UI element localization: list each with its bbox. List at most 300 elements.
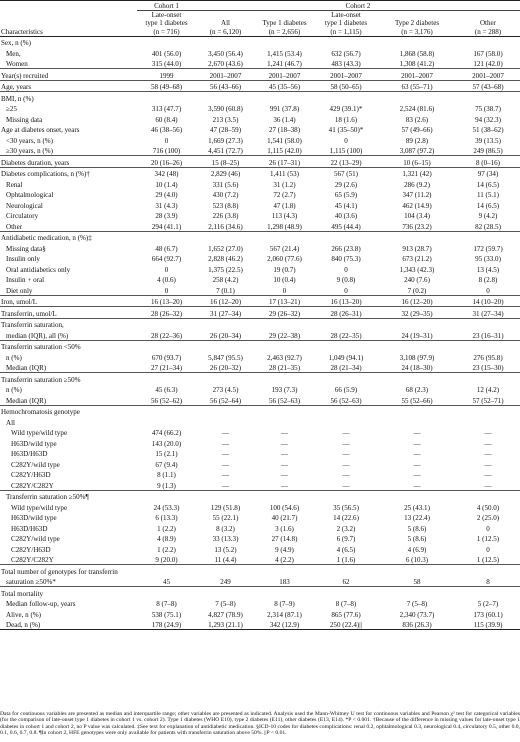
characteristics-header: Characteristics [0, 27, 137, 36]
cell-col5: 104 (3.4) [404, 212, 430, 221]
cell-col6 [456, 587, 520, 598]
table-row [0, 512, 520, 523]
cell-col1: 45 [162, 578, 171, 587]
cell-col6: 23 (15–30) [472, 364, 504, 373]
cell-col1 [137, 490, 196, 501]
cell-col1: 315 (44.0) [151, 60, 182, 69]
row-label: Dead, n (%) [0, 619, 137, 630]
cell-col5: 1,343 (42.3) [399, 265, 435, 274]
cell-col3: 2,060 (77.6) [267, 255, 302, 264]
row-label: Diabetes duration, years [0, 156, 137, 168]
cell-col5: 25 (43.1) [404, 503, 430, 512]
cell-col6 [456, 340, 520, 351]
cell-col6: 57 (43–68) [456, 80, 520, 92]
cell-col3: — [280, 460, 289, 469]
cell-col1: 4 (0.6) [157, 276, 176, 285]
cell-col5: 736 (23.2) [402, 222, 432, 231]
cell-col1: 716 (100) [152, 147, 181, 156]
cell-col2: 523 (8.8) [212, 201, 239, 210]
cell-col4: — [342, 481, 350, 490]
cell-col4: 29 (2.6) [334, 180, 358, 189]
table-row [0, 253, 520, 264]
row-label: Insulin + oral [6, 276, 45, 285]
cell-col3: 100 (54.6) [269, 503, 300, 512]
table-row [0, 80, 520, 92]
cell-col2: 1,293 (21.1) [196, 619, 255, 630]
table-row [0, 199, 520, 210]
cell-col4: 28 (21–34) [330, 364, 362, 373]
cell-col1: 56 (52–62) [150, 396, 183, 405]
cell-col6: 2 (25.0) [476, 514, 500, 523]
row-label: Renal [6, 180, 23, 189]
table-body [0, 36, 520, 630]
cell-col3: 10 (0.4) [273, 276, 296, 285]
cell-col3: 3 (1.6) [275, 524, 294, 533]
cell-col2: 13 (5.2) [214, 545, 237, 554]
cell-col6: 0 [486, 524, 490, 533]
cell-col2: 4,451 (72.7) [208, 147, 243, 156]
cell-col3: 27 (14.8) [271, 535, 298, 544]
row-label: Total mortality [0, 587, 137, 598]
cell-col6 [456, 565, 520, 576]
cell-col6: 1 (12.5) [476, 535, 500, 544]
row-label: Transferrin saturation ≥50%¶ [0, 490, 137, 501]
cell-col4: 0 [344, 136, 348, 145]
cell-col4: 1,115 (100) [329, 147, 363, 156]
table-row [0, 448, 520, 459]
cell-col5: 6 (10.3) [405, 556, 429, 565]
row-label: Diabetes complications, n (%)† [0, 167, 137, 178]
cell-col5: 89 (2.8) [405, 136, 429, 145]
cell-col5: — [413, 439, 421, 448]
row-label: Total number of genotypes for transferrin [0, 565, 137, 576]
cell-col6: 4 (50.0) [476, 503, 500, 512]
cell-col4: 266 (23.8) [331, 244, 361, 253]
cell-col2: 26 (20–34) [209, 331, 242, 340]
row-label: Missing data§ [6, 244, 46, 253]
table-row [0, 340, 520, 351]
column-header-n [0, 27, 520, 36]
col1-line2: type 1 diabetes [145, 19, 188, 28]
cell-col4: 56 (52–63) [330, 396, 362, 405]
cell-col6 [456, 231, 520, 242]
cell-col5: 462 (14.9) [402, 201, 432, 210]
cell-col1: 143 (20.0) [151, 439, 182, 448]
table-row [0, 427, 520, 438]
table-row [0, 565, 520, 576]
cell-col6: 57 (52–71) [472, 396, 504, 405]
cell-col6: 75 (38.7) [475, 105, 501, 114]
row-label: C282Y/C282Y [11, 556, 54, 565]
cell-col6: 8 (0–16) [456, 156, 520, 168]
cohort2-header: Cohort 2 [196, 1, 520, 11]
cell-col2 [196, 373, 255, 384]
cell-col1: 294 (41.1) [151, 222, 182, 231]
row-label: Insulin only [6, 255, 40, 264]
table-row [0, 242, 520, 253]
cell-col1: 664 (92.7) [151, 255, 182, 264]
cell-col4 [314, 373, 378, 384]
row-label: C282Y/wild type [11, 535, 60, 544]
cell-col5: 3,108 (97.9) [399, 353, 435, 362]
cell-col5: 16 (12–20) [378, 295, 456, 307]
cell-col3: 40 (21.7) [271, 514, 298, 523]
cell-col1: 24 (53.3) [153, 503, 180, 512]
column-header-line2 [0, 19, 520, 27]
cell-col3: 45 (35–56) [255, 80, 314, 92]
cell-col2: 55 (22.1) [212, 514, 239, 523]
cell-col4 [314, 231, 378, 242]
cell-col1: 1999 [137, 69, 196, 81]
cell-col1: 1 (2.2) [157, 545, 176, 554]
cell-col2: 11 (4.4) [214, 556, 237, 565]
cell-col6 [456, 490, 520, 501]
cell-col2 [196, 490, 255, 501]
cell-col1: 67 (9.4) [155, 460, 178, 469]
cell-col2: 7 (5–8) [215, 600, 236, 609]
cell-col5: 913 (28.7) [402, 244, 432, 253]
cell-col5 [378, 318, 456, 329]
cell-col2: 3,450 (56.4) [208, 49, 243, 58]
cell-col4 [314, 587, 378, 598]
cell-col2 [196, 36, 255, 47]
cell-col5: 24 (19–31) [401, 331, 433, 340]
header-blank [0, 1, 137, 11]
row-label: median (IQR), all (%) [6, 331, 69, 340]
cell-col1: 27 (21–34) [150, 364, 183, 373]
cell-col4: 41 (35–50)* [328, 126, 364, 135]
cell-col6 [456, 416, 520, 427]
cell-col2: 56 (43–66) [196, 80, 255, 92]
cell-col6: 0 [486, 286, 490, 295]
table-row [0, 501, 520, 512]
cell-col2: 2,828 (46.2) [208, 255, 243, 264]
cell-col4: — [342, 471, 350, 480]
cell-col4: 567 (51) [314, 167, 378, 178]
cell-col5: 3,087 (97.2) [399, 147, 435, 156]
cell-col5: 1,308 (41.2) [399, 60, 435, 69]
row-label: ≥25 [6, 105, 17, 114]
cell-col1 [137, 231, 196, 242]
col6-n: (n = 288) [456, 27, 520, 36]
cell-col1 [137, 373, 196, 384]
cell-col1: 8 (7–8) [156, 600, 177, 609]
table-row [0, 189, 520, 200]
cell-col3: 29 (22–38) [268, 331, 301, 340]
cell-col5: 240 (7.6) [404, 276, 430, 285]
cell-col2: 249 [220, 578, 231, 587]
cell-col1: 29 (4.0) [155, 191, 178, 200]
cell-col2: 16 (12–20) [196, 295, 255, 307]
cell-col4: 483 (43.3) [331, 60, 361, 69]
cell-col2: 7 (0.1) [216, 286, 235, 295]
cell-col3: 342 (12.9) [255, 619, 314, 630]
cell-col4: 865 (77.6) [331, 610, 361, 619]
table-row [0, 210, 520, 221]
cell-col6: 14 (6.5) [476, 201, 500, 210]
col6-line1 [456, 11, 520, 20]
cell-col3: 1,298 (48.9) [267, 222, 302, 231]
table-row [0, 113, 520, 124]
row-label: Transferrin saturation, [0, 318, 137, 329]
cell-col6: 94 (32.3) [475, 115, 501, 124]
cell-col3: 991 (37.8) [269, 105, 300, 114]
cell-col5: — [413, 429, 421, 438]
cell-col6: 97 (34) [456, 167, 520, 178]
cell-col2 [196, 231, 255, 242]
cell-col5 [378, 36, 456, 47]
cell-col4 [314, 416, 378, 427]
cell-col6: 276 (95.8) [473, 353, 503, 362]
row-label: saturation ≥50%* [6, 578, 56, 587]
table-row [0, 103, 520, 114]
table-row [0, 533, 520, 544]
cohort-header-row [0, 1, 520, 11]
row-label: <30 years, n (%) [6, 136, 54, 145]
cell-col2 [196, 318, 255, 329]
cell-col5 [378, 373, 456, 384]
cell-col1: 48 (6.7) [155, 244, 178, 253]
cell-col3 [255, 416, 314, 427]
cell-col3: 2,463 (92.7) [267, 353, 302, 362]
cell-col4: — [342, 460, 350, 469]
table-row [0, 263, 520, 274]
cell-col3: 567 (21.4) [269, 244, 300, 253]
row-label: n (%) [6, 386, 22, 395]
cell-col2 [196, 340, 255, 351]
cell-col6: 9 (4.2) [478, 212, 498, 221]
cell-col1 [137, 565, 196, 576]
row-label: Transferrin saturation <50% [0, 340, 137, 351]
table-row [0, 124, 520, 135]
cell-col4: 14 (22.6) [333, 514, 359, 523]
cell-col3: 72 (2.7) [273, 191, 296, 200]
cell-col3: — [280, 481, 289, 490]
cell-col2: 3,590 (60.8) [208, 105, 243, 114]
table-row [0, 295, 520, 307]
cell-col5: — [413, 460, 421, 469]
cell-col4: 28 (26–31) [314, 307, 378, 319]
row-label: Missing data [6, 115, 43, 124]
table-row [0, 554, 520, 565]
cell-col5: 57 (49–66) [401, 126, 433, 135]
cell-col2: 1,652 (27.0) [208, 244, 243, 253]
row-label: Transferrin saturation ≥50% [0, 373, 137, 384]
cell-col6: 8 [486, 578, 490, 587]
cohort1-header: Cohort 1 [137, 1, 196, 11]
cell-col3: — [280, 450, 289, 459]
cell-col6: 121 (42.0) [473, 60, 503, 69]
cell-col3 [255, 373, 314, 384]
table-row [0, 619, 520, 630]
cell-col3 [255, 36, 314, 47]
cell-col2: 1,669 (27.3) [208, 136, 243, 145]
cell-col1: 15 (2.1) [155, 450, 178, 459]
cell-col1: 28 (3.9) [155, 212, 178, 221]
row-label: H63D/H63D [11, 450, 48, 459]
cell-col6: — [484, 450, 492, 459]
col5-line1 [378, 11, 456, 20]
col3-n: (n = 2,656) [255, 27, 314, 36]
cell-col4: 632 (56.7) [331, 49, 361, 58]
cell-col2: 2,116 (34.6) [208, 222, 243, 231]
table-row [0, 522, 520, 533]
cell-col4: 66 (5.9) [334, 386, 358, 395]
cell-col5 [378, 231, 456, 242]
cell-col1: 0 [164, 265, 169, 274]
table-row [0, 284, 520, 295]
table-row [0, 167, 520, 178]
cell-col1 [137, 340, 196, 351]
cell-col4: 2001–2007 [314, 69, 378, 81]
row-label: C282Y/C282Y [11, 481, 54, 490]
row-label: Diet only [6, 286, 33, 295]
table-row [0, 479, 520, 490]
cell-col5: 7 (0.2) [407, 286, 427, 295]
cell-col5: 286 (9.2) [404, 180, 430, 189]
cell-col6: — [484, 460, 492, 469]
row-label: Wild type/wild type [11, 429, 68, 438]
row-label: Women [6, 60, 28, 69]
cell-col2: 2001–2007 [196, 69, 255, 81]
cell-col5: 2,340 (73.7) [399, 610, 435, 619]
column-header-line1 [0, 11, 520, 20]
cell-col2: — [221, 481, 230, 490]
row-label: Antidiabetic medication, n (%)‡ [0, 231, 137, 242]
cell-col3: 1,411 (53) [255, 167, 314, 178]
col4-n: (n = 1,115) [314, 27, 378, 36]
cell-col4: 40 (3.6) [334, 212, 358, 221]
cell-col3 [255, 405, 314, 416]
cell-col6 [456, 373, 520, 384]
table-row [0, 47, 520, 58]
cell-col4 [314, 340, 378, 351]
table-row [0, 351, 520, 362]
cell-col2 [196, 565, 255, 576]
cell-col4: 2 (3.2) [336, 524, 356, 533]
row-label: ≥30 years, n (%) [6, 147, 53, 156]
cell-col1: 20 (16–26) [137, 156, 196, 168]
cell-col3: 29 (26–32) [255, 307, 314, 319]
cell-col5: 2,524 (81.6) [399, 105, 435, 114]
cell-col4: 1,049 (94.1) [328, 353, 364, 362]
table-row [0, 220, 520, 231]
cell-col3 [255, 92, 314, 103]
cell-col3 [255, 490, 314, 501]
table-row [0, 156, 520, 168]
cell-col4: 58 (50–65) [314, 80, 378, 92]
cell-col1: 31 (4.3) [155, 201, 178, 210]
cell-col1: 16 (13–20) [137, 295, 196, 307]
table-row [0, 587, 520, 598]
col4-line2: type 1 diabetes [324, 19, 368, 28]
table-footnote: Data for continuous variables are presented as median and interquartile range; other variables are presented as indicated. Analysis used the Mann-Whitney U test for continuous variables and Pearson χ² test for categorical variables (for the comparison of late-onset type 1 diabetes in cohort 1 vs. cohort 2). Type 1 diabetes (WHO E10), type 2 diabetes (E11), other diabetes (E13, E14). *P < 0.001. †Because of the difference in missing values for late-onset type 1 diabetes in cohort 1 and cohort 2, no P value was calculated. ‡See text for explanation of antidiabetic medication. §ICD-10 codes for diabetes complications: renal 0.2, ophtalmological 0.3, neurological 0.4, circulatory 0.5, other 0.0, 0.1, 0.6, 0.7, 0.8. ¶In cohort 2, HFE genotypes were only available for patients with transferrin saturation above 50%. ||P < 0.01. [0, 711, 520, 737]
cell-col6: 0 [486, 545, 490, 554]
cell-col3: 193 (7.3) [271, 386, 298, 395]
row-label: C282Y/wild type [11, 460, 60, 469]
row-label: BMI, n (%) [0, 92, 137, 103]
cell-col4 [314, 318, 378, 329]
cell-col2: — [221, 439, 230, 448]
cell-col1: 0 [164, 286, 169, 295]
cell-col5: 5 (8.6) [407, 524, 427, 533]
cell-col1: 46 (38–56) [150, 126, 183, 135]
cell-col1: 45 (6.3) [155, 386, 178, 395]
cell-col6: 249 (86.5) [473, 147, 503, 156]
cell-col3: 1,541 (58.0) [267, 136, 302, 145]
cell-col4: 16 (13–20) [314, 295, 378, 307]
cell-col5 [378, 490, 456, 501]
cell-col2: 56 (52–64) [209, 396, 242, 405]
cell-col1 [137, 405, 196, 416]
cell-col3: 113 (4.3) [271, 212, 298, 221]
cell-col6: — [484, 471, 492, 480]
cell-col4: 22 (13–29) [314, 156, 378, 168]
col2-line2: All [220, 19, 230, 28]
cell-col1: 474 (66.2) [151, 429, 182, 438]
cell-col1: 178 (24.9) [137, 619, 196, 630]
cell-col4: 250 (22.4)|| [314, 619, 378, 630]
cell-col1: 58 (49–68) [137, 80, 196, 92]
cell-col1 [137, 587, 196, 598]
cell-col1: 4 (8.9) [157, 535, 176, 544]
row-label: Age, years [0, 80, 137, 92]
row-label: H63D/H63D [11, 524, 48, 533]
cell-col2: — [221, 471, 230, 480]
cell-col4: 35 (56.5) [333, 503, 359, 512]
cell-col5: 7 (5–8) [406, 600, 428, 609]
cell-col6 [456, 405, 520, 416]
cell-col1: 342 (48) [137, 167, 196, 178]
cell-col2 [196, 405, 255, 416]
cell-col3: 1,415 (53.4) [267, 49, 302, 58]
cell-col5 [378, 587, 456, 598]
cell-col6: 95 (33.0) [475, 255, 501, 264]
cell-col1: 0 [164, 136, 169, 145]
cell-col2: 213 (3.5) [212, 115, 239, 124]
table-row [0, 58, 520, 69]
cell-col6: 23 (16–31) [472, 331, 504, 340]
cell-col6: 14 (10–20) [456, 295, 520, 307]
cell-col4 [314, 490, 378, 501]
cell-col2 [196, 416, 255, 427]
cell-col3: — [280, 439, 289, 448]
cell-col5 [378, 405, 456, 416]
cell-col6: 82 (28.5) [475, 222, 501, 231]
cell-col4: — [342, 450, 350, 459]
cell-col1: 9 (1.3) [157, 481, 176, 490]
cell-col4: 62 [342, 578, 350, 587]
cell-col1: 28 (26–32) [137, 307, 196, 319]
cell-col3: 31 (1.2) [273, 180, 296, 189]
cell-col3: 17 (13–21) [255, 295, 314, 307]
table-row [0, 576, 520, 587]
row-label: Median (IQR) [6, 396, 47, 405]
cell-col6: 12 (4.2) [476, 386, 500, 395]
cell-col6: 13 (4.5) [476, 265, 500, 274]
cell-col3 [255, 340, 314, 351]
cell-col5: 347 (11.2) [402, 191, 432, 200]
cell-col1: 60 (8.4) [155, 115, 178, 124]
cell-col4: 429 (39.1)* [329, 105, 363, 114]
cell-col6: 51 (38–62) [472, 126, 504, 135]
cell-col4: 0 [344, 286, 348, 295]
cell-col5: 55 (52–66) [401, 396, 433, 405]
table-row [0, 598, 520, 609]
cell-col4 [314, 92, 378, 103]
cell-col4: — [342, 429, 350, 438]
cell-col3: 0 [282, 286, 287, 295]
